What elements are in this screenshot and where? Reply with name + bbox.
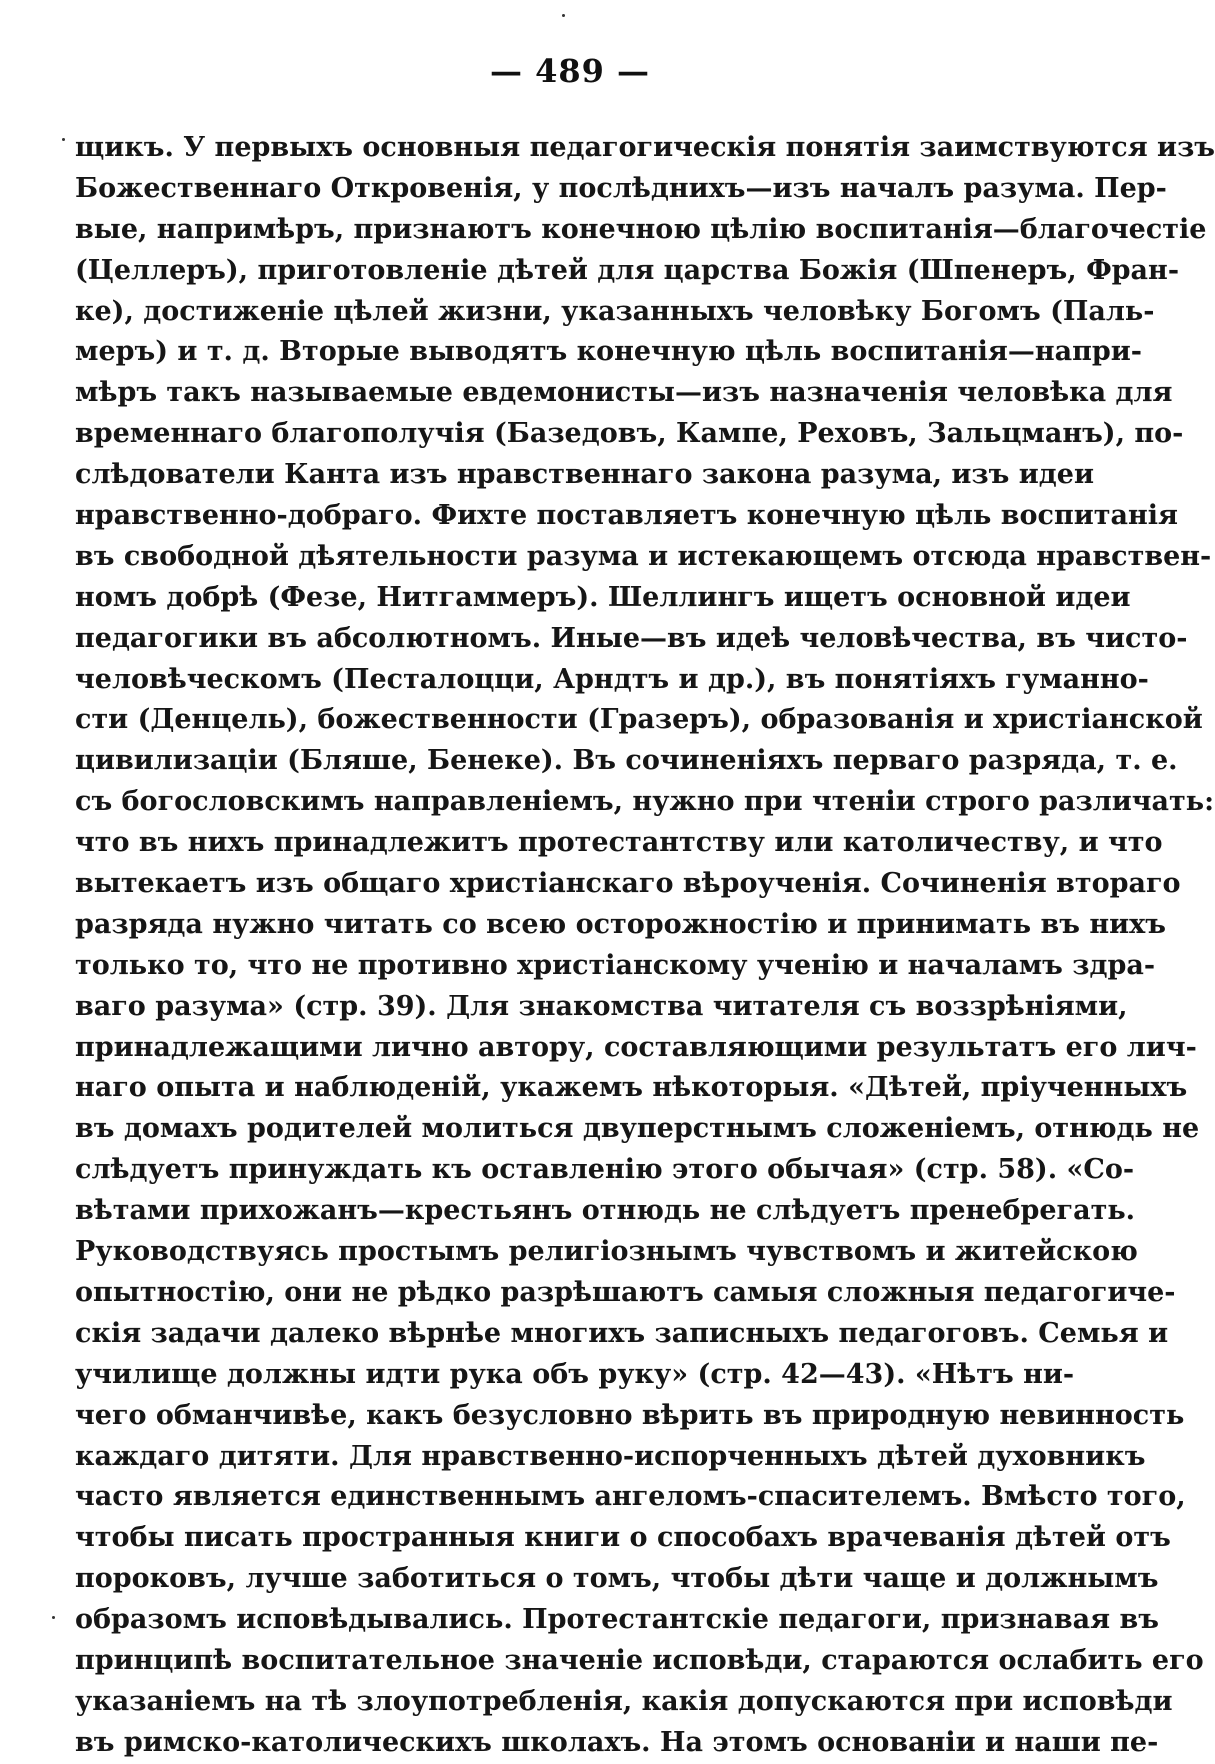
text-line: съ богословскимъ направленіемъ, нужно при чтеніи строго различать: — [75, 786, 1215, 818]
text-line: нравственно-добраго. Фихте поставляетъ конечную цѣль воспитанія — [75, 500, 1178, 532]
page-number: — 489 — — [489, 52, 651, 90]
text-line: человѣческомъ (Песталоцци, Арндтъ и др.), въ понятіяхъ гуманно- — [75, 663, 1149, 695]
text-line: училище должны идти рука объ руку» (стр. 42—43). «Нѣтъ ни- — [75, 1358, 1075, 1390]
text-line: щикъ. У первыхъ основныя педагогическія понятія заимствуются изъ — [75, 132, 1215, 163]
text-line: чтобы писать пространныя книги о способахъ врачеванія дѣтей отъ — [75, 1522, 1171, 1554]
body-text — [75, 128, 1215, 1764]
text-line: скія задачи далеко вѣрнѣе многихъ записныхъ педагоговъ. Семья и — [75, 1317, 1169, 1349]
text-line: разряда нужно читать со всею осторожностію и принимать въ нихъ — [75, 908, 1166, 940]
text-line: вытекаетъ изъ общаго христіанскаго вѣроученія. Сочиненія втораго — [75, 868, 1181, 900]
text-line: мѣръ такъ называемые евдемонисты—изъ назначенія человѣка для — [75, 377, 1173, 409]
text-line: меръ) и т. д. Вторые выводятъ конечную цѣль воспитанія—напри- — [75, 336, 1142, 368]
text-line: въ римско-католическихъ школахъ. На этомъ основаніи и наши пе- — [75, 1726, 1159, 1758]
text-line: образомъ исповѣдывались. Протестантскіе педагоги, признавая въ — [75, 1604, 1159, 1636]
text-line: цивилизаціи (Бляше, Бенеке). Въ сочиненіяхъ перваго разряда, т. е. — [75, 745, 1178, 777]
text-line: что въ нихъ принадлежитъ протестантству или католичеству, и что — [75, 827, 1163, 859]
text-line: педагогики въ абсолютномъ. Иные—въ идеѣ человѣчества, въ чисто- — [75, 622, 1188, 654]
text-line: вые, напримѣръ, признаютъ конечною цѣлію воспитанія—благочестіе — [75, 213, 1207, 245]
text-line: принципѣ воспитательное значеніе исповѣди, стараются ослабить его — [75, 1644, 1204, 1676]
text-line: вѣтами прихожанъ—крестьянъ отнюдь не слѣдуетъ пренебрегать. — [75, 1195, 1136, 1227]
text-line: ке), достиженіе цѣлей жизни, указанныхъ человѣку Богомъ (Паль- — [75, 295, 1155, 327]
ink-speck — [52, 1616, 55, 1619]
text-line: чего обманчивѣе, какъ безусловно вѣрить въ природную невинность — [75, 1399, 1185, 1431]
text-line: каждаго дитяти. Для нравственно-испорченныхъ дѣтей духовникъ — [75, 1440, 1146, 1472]
text-line: ваго разума» (стр. 39). Для знакомства читателя съ воззрѣніями, — [75, 990, 1128, 1022]
ink-speck — [562, 14, 565, 17]
text-line: опытностію, они не рѣдко разрѣшаютъ самыя сложныя педагогиче- — [75, 1276, 1176, 1308]
text-line: слѣдователи Канта изъ нравственнаго закона разума, изъ идеи — [75, 459, 1094, 491]
text-line: временнаго благополучія (Базедовъ, Кампе, Реховъ, Зальцманъ), по- — [75, 418, 1184, 450]
text-line: Божественнаго Откровенія, у послѣднихъ—изъ началъ разума. Пер- — [75, 172, 1167, 204]
text-line: Руководствуясь простымъ религіознымъ чувствомъ и житейскою — [75, 1236, 1138, 1268]
text-line: въ домахъ родителей молиться двуперстнымъ сложеніемъ, отнюдь не — [75, 1113, 1200, 1145]
text-line: (Целлеръ), приготовленіе дѣтей для царства Божія (Шпенеръ, Фран- — [75, 254, 1180, 286]
text-line: слѣдуетъ принуждать къ оставленію этого обычая» (стр. 58). «Со- — [75, 1154, 1135, 1186]
text-line: наго опыта и наблюденій, укажемъ нѣкоторыя. «Дѣтей, пріученныхъ — [75, 1072, 1188, 1104]
text-line: часто является единственнымъ ангеломъ-спасителемъ. Вмѣсто того, — [75, 1481, 1186, 1513]
text-line: пороковъ, лучше заботиться о томъ, чтобы дѣти чаще и должнымъ — [75, 1563, 1159, 1595]
text-line: принадлежащими лично автору, составляющими результатъ его лич- — [75, 1031, 1197, 1063]
text-line: только то, что не противно христіанскому ученію и началамъ здра- — [75, 949, 1156, 981]
ink-speck — [62, 138, 65, 141]
text-line: номъ добрѣ (Фезе, Нитгаммеръ). Шеллингъ ищетъ основной идеи — [75, 581, 1131, 613]
text-line: указаніемъ на тѣ злоупотребленія, какія допускаются при исповѣди — [75, 1685, 1173, 1717]
text-line: сти (Денцель), божественности (Гразеръ), образованія и христіанской — [75, 704, 1203, 736]
text-line: въ свободной дѣятельности разума и истекающемъ отсюда нравствен- — [75, 540, 1212, 572]
